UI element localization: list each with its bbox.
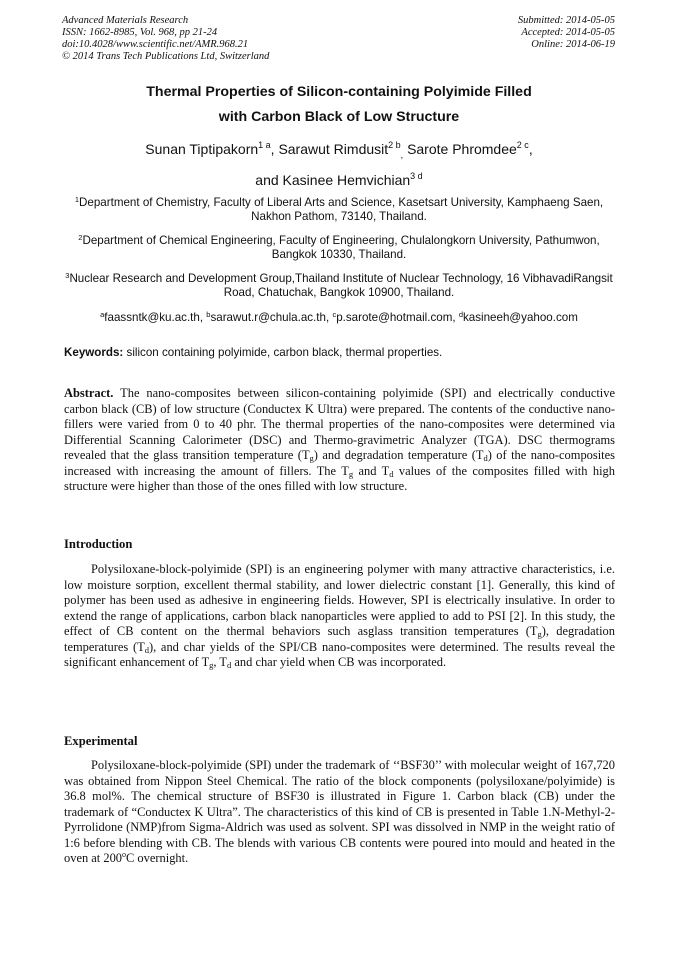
journal-info xyxy=(62,15,269,63)
affiliation-1 xyxy=(64,196,614,224)
affiliation-3-mark: 3 xyxy=(65,271,70,280)
abstract-text-2: ) and degradation temperature (T xyxy=(313,448,484,462)
degree-mark: o xyxy=(122,850,127,859)
keywords xyxy=(64,346,616,360)
email-c[interactable]: p.sarote@hotmail.com xyxy=(336,311,453,324)
abstract-text-3: ) of the nano-composites increased with increasing the amount of fillers. The T xyxy=(64,448,615,478)
paper-title xyxy=(40,80,638,130)
sub-g: g xyxy=(309,453,314,463)
email-a[interactable]: faassntk@ku.ac.th xyxy=(104,311,200,324)
intro-text-3: ), and char yields of the SPI/CB nano-composites were determined. The results reveal the significant enhancement of T xyxy=(64,639,615,669)
author-3: Sarote Phromdee xyxy=(407,141,517,157)
affiliation-2 xyxy=(64,234,614,262)
intro-text-1: Polysiloxane-block-polyimide (SPI) is an engineering polymer with many attractive characteristics, i.e. low moisture sorption, excellent thermal stability, and lower dielectric constant [1]. Generally, this kind of polymer has been used as adhesive in engineering fields. However, SPI is electrically insulative. In order to extend the range of applications, carbon black nanoparticles were applied to add to PSI [2]. In this study, the effect of CB content on the thermal behaviors such asglass transition temperatures (T xyxy=(64,562,615,638)
sub-d: d xyxy=(227,660,232,670)
intro-text-5: and char yield when CB was incorporated. xyxy=(231,655,447,669)
experimental-heading: Experimental xyxy=(64,734,138,748)
author-4-mark: 3 d xyxy=(410,170,423,181)
sub-g: g xyxy=(348,468,354,479)
title-line-2: with Carbon Black of Low Structure xyxy=(218,109,460,125)
author-2: Sarawut Rimdusit xyxy=(278,141,389,157)
affiliation-1-text: Department of Chemistry, Faculty of Liberal Arts and Science, Kasetsart University, Kamphaeng Saen, Nakhon Pathom, 73140, Thailand. xyxy=(79,196,604,223)
experimental-paragraph xyxy=(64,758,615,867)
email-d[interactable]: kasineeh@yahoo.com xyxy=(462,311,578,324)
journal-name: Advanced Materials Research xyxy=(62,15,189,26)
abstract xyxy=(64,386,615,495)
issn-line: ISSN: 1662-8985, Vol. 968, pp 21-24 xyxy=(62,27,218,38)
sub-d: d xyxy=(483,453,488,463)
keywords-text: silicon containing polyimide, carbon black, thermal properties. xyxy=(126,346,443,359)
abstract-text-5: values of the composites filled with high structure were higher than those of the ones filled with low structure. xyxy=(64,463,615,493)
affiliation-1-mark: 1 xyxy=(74,195,80,204)
introduction-heading: Introduction xyxy=(64,537,133,551)
abstract-text-1: The nano-composites between silicon-containing polyimide (SPI) and electrically conductive carbon black (CB) of low structure (Conductex K Ultra) were prepared. The contents of the conductive nano-fillers were varied from 0 to 40 phr. The thermal properties of the nano-composites were determined via Differential Scanning Calorimeter (DSC) and Thermo-gravimetric Analyzer (TGA). DSC thermograms revealed that the glass transition temperature (T xyxy=(64,386,615,462)
abstract-text-4: and T xyxy=(353,463,390,478)
exp-text-1: Polysiloxane-block-polyimide (SPI) under the trademark of ‘‘BSF30’’ with molecular weight of 167,720 was obtained from Nippon Steel Chemical. The ratio of the block components (polysiloxane/polyimide) is 36.8 mol%. The chemical structure of BSF30 is illustrated in Figure 1. Carbon black (CB) under the trademark of “Conductex K Ultra”. The characteristics of this kind of CB is presented in Table 1.N-Methyl-2-Pyrrolidone (NMP)from Sigma-Aldrich was used as solvent. SPI was dissolved in NMP in the weight ratio of 1:6 before blending with CB. The blends with various CB contents were poured into mould and heated in the oven at 200 xyxy=(64,758,615,865)
online-date: Online: 2014-06-19 xyxy=(531,39,615,50)
author-3-mark: 2 c xyxy=(516,140,529,150)
keywords-label: Keywords: xyxy=(64,346,124,359)
doi-line: doi:10.4028/www.scientific.net/AMR.968.21 xyxy=(62,39,249,50)
author-emails: $^a$faassntk@ku.ac.th, $^b$sarawut.r@chula.ac.th, $^c$p.sarote@hotmail.com, $^d$kasineeh@yahoo.com xyxy=(100,310,578,324)
intro-text-4: , T xyxy=(213,655,228,669)
sub-d: d xyxy=(389,468,394,479)
submission-dates xyxy=(518,15,615,51)
copyright-line: © 2014 Trans Tech Publications Ltd, Switzerland xyxy=(62,51,270,62)
affiliation-2-text: Department of Chemical Engineering, Faculty of Engineering, Chulalongkorn University, Pathumwon, Bangkok 10330, Thailand. xyxy=(82,234,600,261)
introduction-paragraph xyxy=(64,562,615,671)
sub-g: g xyxy=(537,629,542,639)
author-1-mark: 1 a xyxy=(258,140,271,150)
sub-g: g xyxy=(209,660,214,670)
affiliation-3 xyxy=(64,272,614,300)
abstract-label: Abstract. xyxy=(64,386,114,400)
exp-text-2: C overnight. xyxy=(126,851,189,865)
email-b[interactable]: sarawut.r@chula.ac.th xyxy=(210,311,326,324)
author-2-mark: 2 b xyxy=(388,140,401,150)
author-1: Sunan Tiptipakorn xyxy=(145,141,259,157)
author-list: Sunan Tiptipakorn$^{1 a}$, Sarawut Rimdusit$^{2 b}_,$ Sarote Phromdee$^{2 c}$, and Kasinee Hemvichian$^{3 d}$ xyxy=(145,140,533,188)
author-4: and Kasinee Hemvichian xyxy=(255,171,411,188)
accepted-date: Accepted: 2014-05-05 xyxy=(521,27,615,38)
sub-d: d xyxy=(144,644,149,655)
affiliation-2-mark: 2 xyxy=(78,233,83,242)
intro-text-2: ), degradation temperatures (T xyxy=(64,624,615,654)
title-line-1: Thermal Properties of Silicon-containing Polyimide Filled xyxy=(146,84,532,100)
submitted-date: Submitted: 2014-05-05 xyxy=(517,15,615,26)
affiliation-3-text: Nuclear Research and Development Group,Thailand Institute of Nuclear Technology, 16 VibhavadiRangsit Road, Chatuchak, Bangkok 10900, Thailand. xyxy=(69,272,613,299)
